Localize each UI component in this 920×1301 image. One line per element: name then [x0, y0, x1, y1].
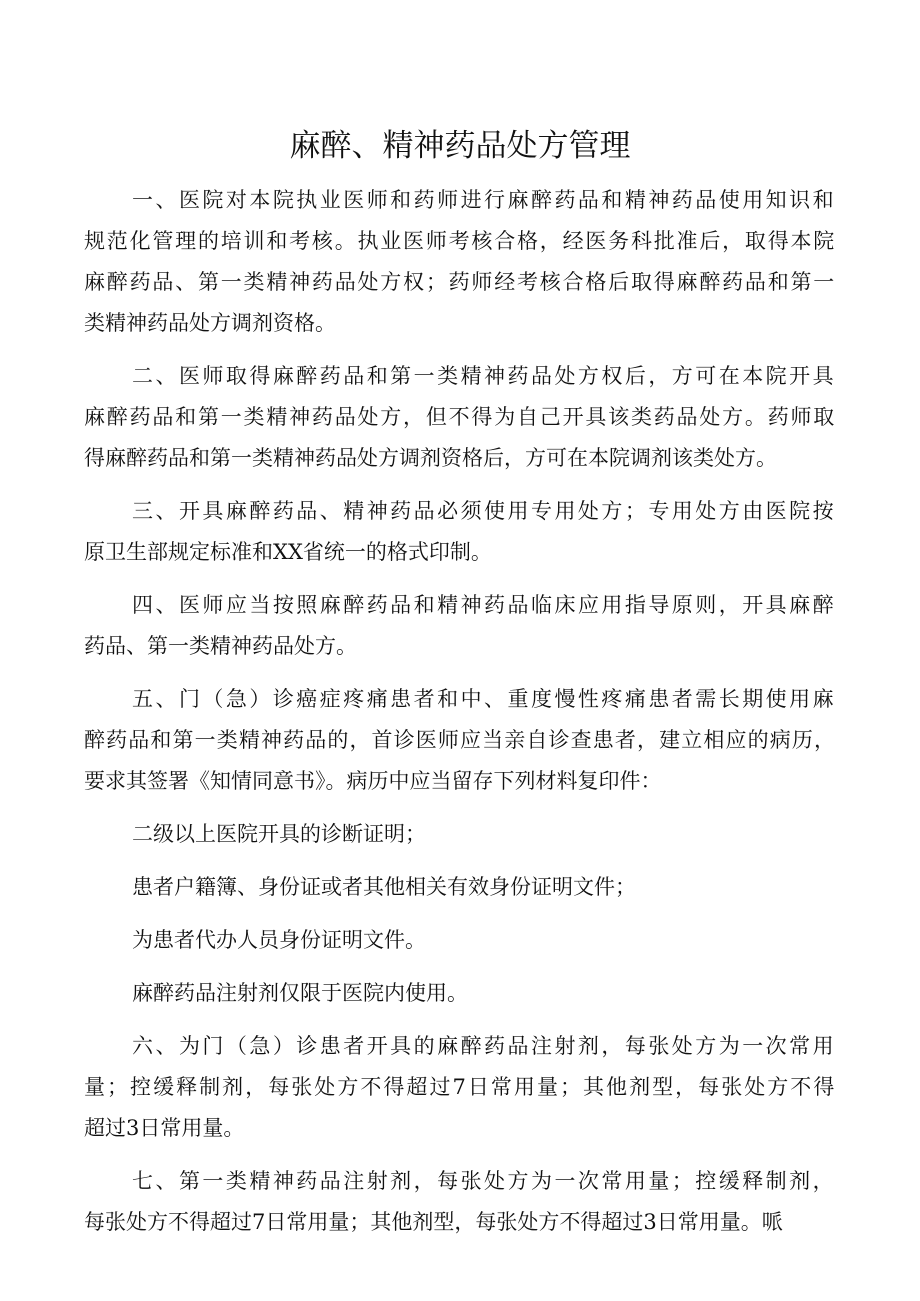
paragraph-line: 量；控缓释制剂，每张处方不得超过7日常用量；其他剂型，每张处方不得	[84, 1075, 837, 1099]
paragraph-line: 麻醉药品注射剂仅限于医院内使用。	[132, 981, 468, 1005]
paragraph-line: 一、医院对本院执业医师和药师进行麻醉药品和精神药品使用知识和	[132, 188, 837, 212]
paragraph-line: 二级以上医院开具的诊断证明；	[132, 822, 426, 846]
paragraph-1	[84, 180, 836, 344]
paragraph-line: 规范化管理的培训和考核。执业医师考核合格，经医务科批准后，取得本院	[84, 229, 837, 253]
paragraph-3	[84, 491, 836, 573]
paragraph-line: 患者户籍簿、身份证或者其他相关有效身份证明文件；	[132, 875, 636, 899]
paragraph-line: 麻醉药品和第一类精神药品处方，但不得为自己开具该类药品处方。药师取	[84, 405, 837, 429]
paragraph-line: 药品、第一类精神药品处方。	[84, 634, 357, 658]
paragraph-line: 麻醉药品、第一类精神药品处方权；药师经考核合格后取得麻醉药品和第一	[84, 270, 837, 294]
paragraph-6	[84, 1026, 836, 1149]
paragraph-line: 超过3日常用量。	[84, 1116, 245, 1140]
paragraph-line: 原卫生部规定标准和XX省统一的格式印制。	[84, 540, 492, 564]
document-title: 麻醉、精神药品处方管理	[289, 128, 631, 164]
paragraph-line: 七、第一类精神药品注射剂，每张处方为一次常用量；控缓释制剂，	[132, 1169, 837, 1193]
paragraph-line: 类精神药品处方调剂资格。	[84, 311, 336, 335]
paragraph-line: 五、门（急）诊癌症疼痛患者和中、重度慢性疼痛患者需长期使用麻	[132, 687, 837, 711]
paragraph-line: 得麻醉药品和第一类精神药品处方调剂资格后，方可在本院调剂该类处方。	[84, 446, 777, 470]
paragraph-5	[84, 679, 836, 802]
paragraph-2	[84, 356, 836, 479]
paragraph-line: 三、开具麻醉药品、精神药品必须使用专用处方；专用处方由医院按	[132, 499, 837, 523]
paragraph-line: 每张处方不得超过7日常用量；其他剂型，每张处方不得超过3日常用量。哌	[84, 1210, 783, 1234]
list-item-injection	[84, 973, 836, 1014]
list-item-diagnosis	[84, 814, 836, 855]
paragraph-4	[84, 585, 836, 667]
paragraph-line: 四、医师应当按照麻醉药品和精神药品临床应用指导原则，开具麻醉	[132, 593, 837, 617]
paragraph-line: 醉药品和第一类精神药品的，首诊医师应当亲自诊查患者，建立相应的病历，	[84, 728, 837, 752]
paragraph-7	[84, 1161, 836, 1243]
document-body	[84, 180, 836, 1243]
list-item-agent-id	[84, 920, 836, 961]
paragraph-line: 为患者代办人员身份证明文件。	[132, 928, 426, 952]
paragraph-line: 要求其签署《知情同意书》。病历中应当留存下列材料复印件：	[84, 769, 662, 793]
paragraph-line: 六、为门（急）诊患者开具的麻醉药品注射剂，每张处方为一次常用	[132, 1034, 837, 1058]
list-item-identity	[84, 867, 836, 908]
paragraph-line: 二、医师取得麻醉药品和第一类精神药品处方权后，方可在本院开具	[132, 364, 837, 388]
